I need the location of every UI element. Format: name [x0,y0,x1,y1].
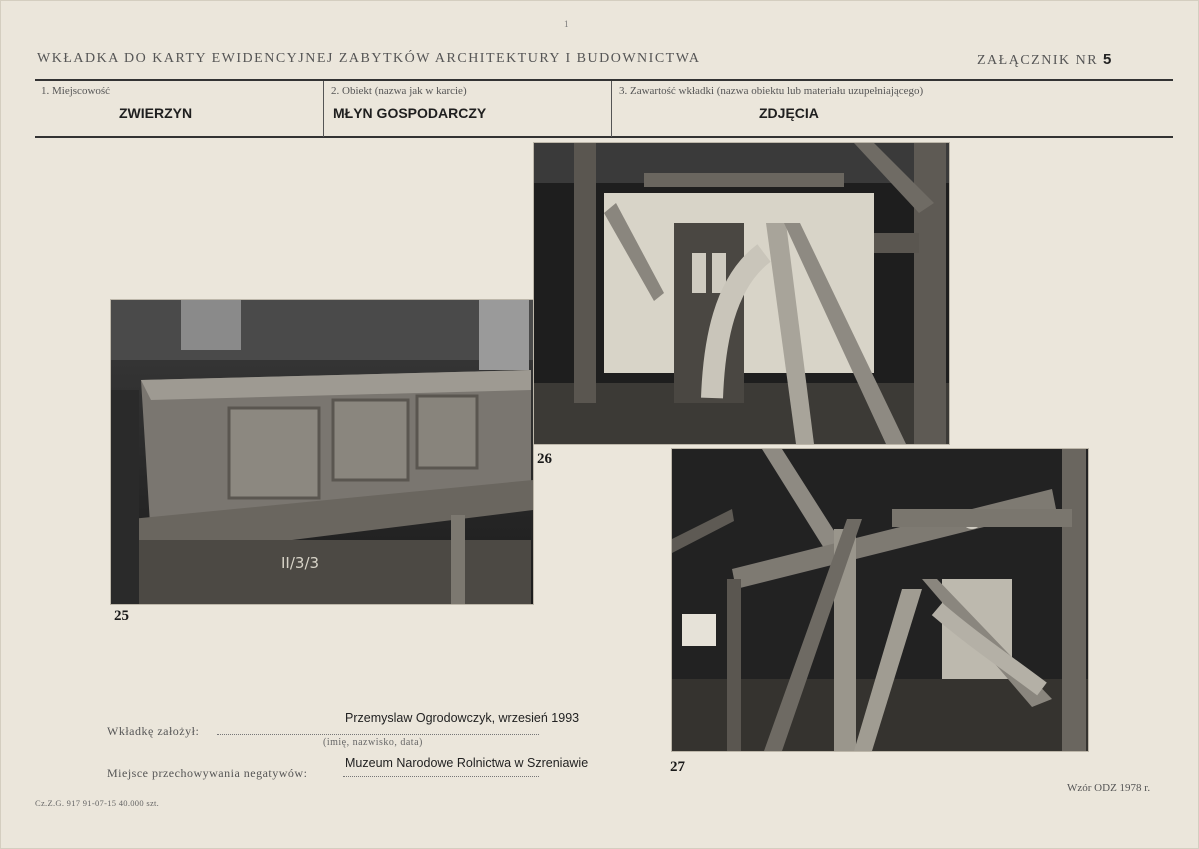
author-hint: (imię, nazwisko, data) [323,737,423,748]
field-label-contents: 3. Zawartość wkładki (nazwa obiektu lub materiału uzupełniającego) [619,85,924,97]
annex-label [977,51,1113,69]
photo-27-image [672,449,1088,751]
photo-26 [534,143,949,444]
photo-25-marking: II/3/3 [281,554,320,572]
storage-dotted-line [343,776,539,777]
field-label-location: 1. Miejscowość [41,85,111,97]
storage-value: Muzeum Narodowe Rolnictwa w Szreniawie [345,756,589,770]
author-label: Wkładkę założył: [107,724,200,738]
photo-26-image [534,143,949,444]
margin-mark: 1 [564,19,569,29]
annex-label-text: ZAŁĄCZNIK NR [977,53,1099,68]
photo-25-image [111,300,533,604]
author-dotted-line [217,734,539,735]
header-top-rule [35,79,1173,81]
field-divider [611,81,612,137]
photo-25-number: 25 [114,608,129,624]
field-value-contents: ZDJĘCIA [759,105,819,121]
photo-25 [111,300,533,604]
field-label-object: 2. Obiekt (nazwa jak w karcie) [331,85,467,97]
field-divider [323,81,324,137]
field-value-object: MŁYN GOSPODARCZY [333,105,487,121]
storage-label: Miejsce przechowywania negatywów: [107,766,308,780]
photo-27-number: 27 [670,759,685,775]
document-title: WKŁADKA DO KARTY EWIDENCYJNEJ ZABYTKÓW ARCHITEKTURY I BUDOWNICTWA [37,51,701,66]
print-code: Cz.Z.G. 917 91-07-15 40.000 szt. [35,798,160,808]
field-value-location: ZWIERZYN [119,105,193,121]
photo-27 [672,449,1088,751]
form-pattern: Wzór ODZ 1978 r. [1067,782,1151,794]
annex-number: 5 [1103,51,1113,68]
photo-26-number: 26 [537,451,552,467]
author-value: Przemyslaw Ogrodowczyk, wrzesień 1993 [345,711,580,725]
header-bottom-rule [35,136,1173,138]
